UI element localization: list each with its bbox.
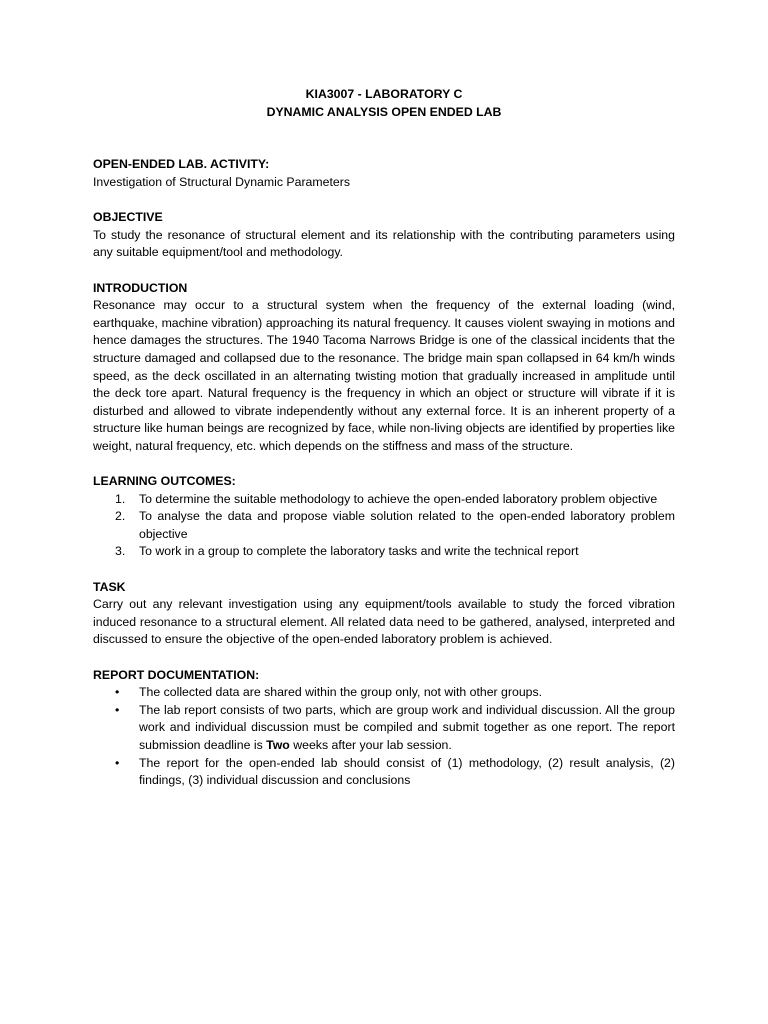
list-item — [93, 543, 675, 561]
learning-outcomes-section — [93, 473, 675, 561]
activity-section — [93, 156, 675, 191]
deadline-emphasis: Two — [266, 737, 290, 752]
learning-outcomes-list — [93, 491, 675, 561]
bullet-icon: • — [115, 685, 120, 700]
activity-text: Investigation of Structural Dynamic Parameters — [93, 174, 350, 189]
item-text: The report for the open-ended lab should consist of (1) methodology, (2) result analysis, (2) findings, (3) individual discussion and conclusions — [139, 755, 675, 788]
task-section — [93, 579, 675, 649]
objective-section — [93, 209, 675, 262]
list-item — [93, 755, 675, 790]
bullet-icon: • — [115, 755, 120, 770]
activity-heading: OPEN-ENDED LAB. ACTIVITY: — [93, 157, 270, 172]
introduction-text: Resonance may occur to a structural system when the frequency of the external loading (wind, earthquake, machine vibration) approaching its natural frequency. It causes violent swaying in motions and hence damages the structures. The 1940 Tacoma Narrows Bridge is one of the classical incidents that the structure damaged and collapsed due to the resonance. The bridge main span collapsed in 64 km/h winds speed, as the deck oscillated in an alternating twisting motion that gradually increased in amplitude until the deck tore apart. Natural frequency is the frequency in which an object or structure will vibrate if it is disturbed and allowed to vibrate independently without any external force. It is an inherent property of a structure like human beings are recognized by face, while non-living objects are identified by properties like weight, natural frequency, etc. which depends on the stiffness and mass of the structure. — [93, 298, 675, 453]
report-heading: REPORT DOCUMENTATION: — [93, 667, 260, 682]
objective-text: To study the resonance of structural element and its relationship with the contributing parameters using any suitable equipment/tool and methodology. — [93, 227, 675, 260]
introduction-heading: INTRODUCTION — [93, 280, 188, 295]
item-text: To determine the suitable methodology to achieve the open-ended laboratory problem objective — [139, 491, 658, 506]
item-text-end: weeks after your lab session. — [289, 737, 452, 752]
report-list — [93, 684, 675, 790]
lab-title: DYNAMIC ANALYSIS OPEN ENDED LAB — [266, 104, 502, 119]
report-section — [93, 667, 675, 790]
objective-heading: OBJECTIVE — [93, 210, 163, 225]
task-text: Carry out any relevant investigation using any equipment/tools available to study the forced vibration induced resonance to a structural element. All related data need to be gathered, analysed, interpreted and discussed to ensure the objective of the open-ended laboratory problem is achieved. — [93, 597, 675, 647]
learning-outcomes-heading: LEARNING OUTCOMES: — [93, 474, 236, 489]
item-text: The collected data are shared within the group only, not with other groups. — [139, 685, 543, 700]
bullet-icon: • — [115, 702, 120, 717]
item-number: 2. — [115, 509, 126, 524]
introduction-section — [93, 280, 675, 456]
item-number: 3. — [115, 544, 126, 559]
list-item — [93, 702, 675, 755]
item-text: To analyse the data and propose viable solution related to the open-ended laboratory problem objective — [139, 509, 675, 541]
list-item — [93, 491, 675, 509]
item-text: To work in a group to complete the laboratory tasks and write the technical report — [139, 544, 579, 559]
item-number: 1. — [115, 491, 126, 506]
list-item — [93, 508, 675, 543]
item-text: The lab report consists of two parts, which are group work and individual discussion. All the group work and individual discussion must be compiled and submit together as one report. The report submission deadline is — [139, 702, 675, 752]
task-heading: TASK — [93, 579, 126, 594]
list-item — [93, 684, 675, 702]
course-title: KIA3007 - LABORATORY C — [305, 87, 463, 101]
